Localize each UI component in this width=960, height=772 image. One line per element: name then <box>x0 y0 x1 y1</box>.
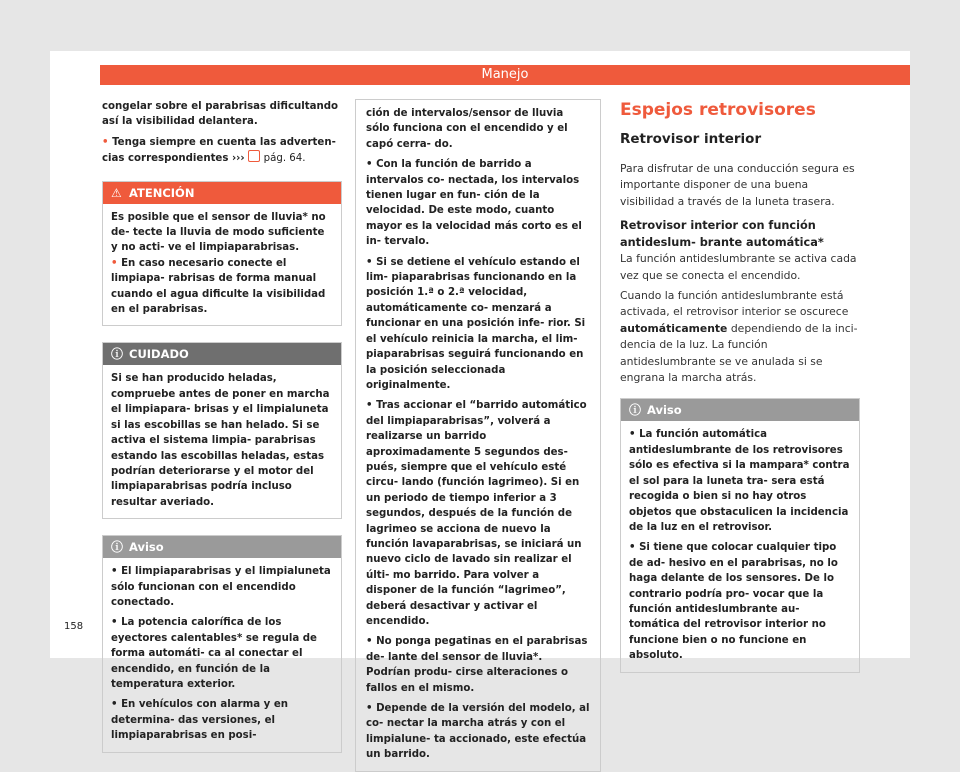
aviso-continued-box: ción de intervalos/sensor de lluvia sólo funciona con el encendido y el capó cerra- do. • Con la función de barrido a intervalos co- nectada, los intervalos tienen lugar en fun- ción de la velocidad. De este modo, cuanto mayor es la velocidad más corto es el in- tervalo. • Si se detiene el vehículo estando el lim- piaparabrisas funcionando en la posición 1.ª o 2.ª velocidad, automáticamente co- menzará a funcionar en una posición infe- rior. Si el vehículo reinicia la marcha, el lim- piaparabrisas seguirá funcionando en la posición seleccionada originalmente. • Tras accionar el “barrido automático del limpiaparabrisas”, volverá a realizarse un barrido aproximadamente 5 segundos des- pués, siempre que el vehículo esté circu- lando (función lagrimeo). Si en un periodo de tiempo inferior a 3 segundos, después de la función de lagrimeo se acciona de nuevo la función lavaparabrisas, se iniciará un nuevo ciclo de lavado sin realizar el últi- mo barrido. Para volver a disponer de la función “lagrimeo”, deberá desactivar y activar el encendido. • No ponga pegatinas en el parabrisas de- lante del sensor de lluvia*. Podrían produ- cirse alteraciones o fallos en el mismo. • Depende de la versión del modelo, al co- nectar la marcha atrás y con el limpialune- ta accionado, este efectúa un barrido. <box>355 99 601 772</box>
bullet-icon: • <box>111 617 118 629</box>
bullet-icon: • <box>629 542 636 554</box>
bullet-icon: • <box>366 703 373 715</box>
intro-bullet: • Tenga siempre en cuenta las adverten- cias correspondientes ››› pág. 64. <box>102 136 336 165</box>
cuidado-header: ⓘ CUIDADO <box>103 343 341 365</box>
intro-text: congelar sobre el parabrisas dificultando así la visibilidad delantera. <box>102 101 339 128</box>
cuidado-body: Si se han producido heladas, compruebe antes de poner en marcha el limpiapara- brisas y el limpialuneta si las escobillas se han helado. Si se activa el sistema limpia- parabrisas estando las escobillas heladas, estas podrían deteriorarse y el motor del limpiaparabrisas podría incluso resultar averiado. <box>111 373 330 508</box>
aviso-body: • El limpiaparabrisas y el limpialuneta sólo funcionan con el encendido conectado. • La potencia calorífica de los eyectores calentables* se regula de forma automáti- ca al conectar el encendido, en función de la temperatura exterior. • En vehículos con alarma y en determina- das versiones, el limpiaparabrisas en posi- <box>111 566 331 742</box>
bullet-icon: • <box>111 566 118 578</box>
cuidado-box <box>102 342 342 519</box>
column-3: Espejos retrovisores Retrovisor interior Para disfrutar de una conducción segura es importante disponer de una buena visibilidad a través de la luneta trasera. Retrovisor interior con función antideslum- brante automática* La función antideslumbrante se activa cada vez que se conecta el encendido. Cuando la función antideslumbrante está activada, el retrovisor interior se oscurece automáticamente dependiendo de la inci- dencia de la luz. La función antideslumbrante se ve anulada si se engrana la marcha atrás. ⓘ Aviso • La función automática antideslumbrante de los retrovisores sólo es efectiva si la mampara* contra el sol para la luneta tra- sera está recogida o bien si no hay otros objetos que obstaculicen la incidencia de la luz en el retrovisor. • Si tiene que colocar cualquier tipo de ad- hesivo en el parabrisas, no lo haga delante de los sensores. De lo contrario podría pro- vocar que la función antideslumbrante au- tomática del retrovisor interior no funcione bien o no funcione en absoluto. <box>620 99 860 673</box>
section-title: Espejos retrovisores <box>620 100 816 120</box>
page-number: 158 <box>64 621 84 632</box>
bullet-icon: • <box>366 256 373 268</box>
feature-heading: Retrovisor interior con función antideslum- brante automática* <box>620 219 824 249</box>
section-header-title: Manejo <box>481 67 529 82</box>
aviso-header: ⓘ Aviso <box>103 536 341 558</box>
bullet-icon: • <box>111 257 118 269</box>
column-2 <box>355 99 601 772</box>
bullet-icon: • <box>102 136 109 148</box>
caution-icon: ⓘ <box>111 347 124 362</box>
aviso-header-2: ⓘ Aviso <box>621 399 859 421</box>
atencion-header: ⚠ ATENCIÓN <box>103 182 341 204</box>
bullet-icon: • <box>366 400 373 412</box>
bullet-icon: • <box>111 699 118 711</box>
atencion-body: Es posible que el sensor de lluvia* no de- tecte la lluvia de modo suficiente y no acti- ve el limpiaparabrisas. • En caso necesario conecte el limpiapa- rabrisas de forma manual cuando el agua dificulte la visibilidad en el parabrisas. <box>111 211 326 316</box>
bullet-icon: • <box>366 159 373 171</box>
info-icon: ⓘ <box>629 403 642 418</box>
info-icon: ⓘ <box>111 540 124 555</box>
bullet-icon: • <box>629 429 636 441</box>
section-header <box>100 65 910 85</box>
bullet-icon: • <box>366 636 373 648</box>
aviso-box <box>102 535 342 752</box>
aviso-box-2: ⓘ Aviso • La función automática antideslumbrante de los retrovisores sólo es efectiva si la mampara* contra el sol para la luneta tra- sera está recogida o bien si no hay otros objetos que obstaculicen la incidencia de la luz en el retrovisor. • Si tiene que colocar cualquier tipo de ad- hesivo en el parabrisas, no lo haga delante de los sensores. De lo contrario podría pro- vocar que la función antideslumbrante au- tomática del retrovisor interior no funcione bien o no funcione en absoluto. <box>620 398 860 672</box>
subsection-title: Retrovisor interior <box>620 131 762 147</box>
column-1 <box>102 99 342 753</box>
book-icon <box>248 150 260 162</box>
manual-page <box>50 51 910 761</box>
atencion-box <box>102 181 342 327</box>
warning-icon: ⚠ <box>111 185 122 200</box>
